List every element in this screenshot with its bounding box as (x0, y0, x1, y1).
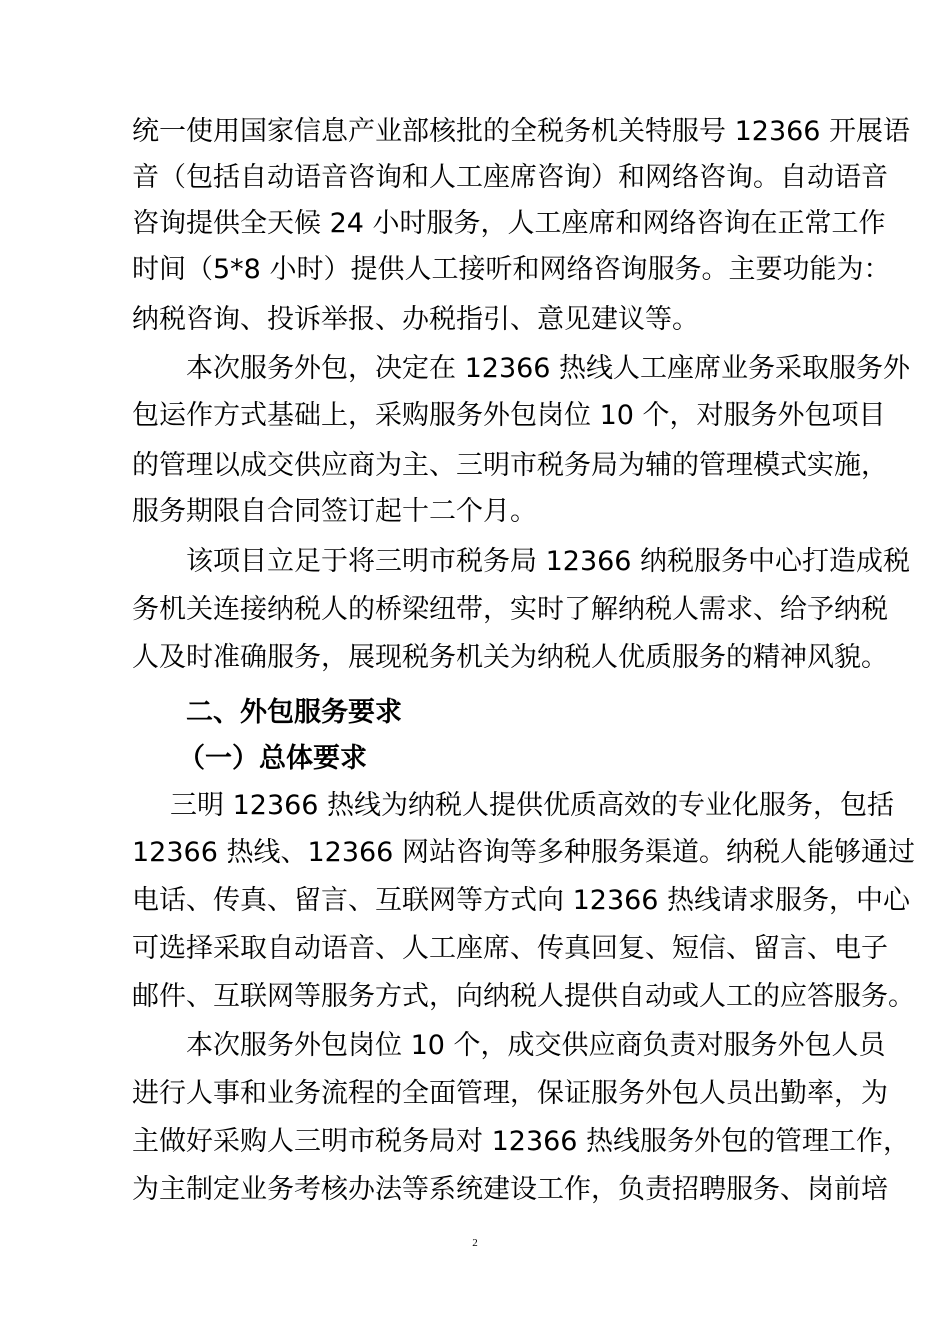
paragraph-line: 主做好采购人三明市税务局对 12366 热线服务外包的管理工作， (132, 1126, 911, 1157)
paragraph-line: 进行人事和业务流程的全面管理，保证服务外包人员出勤率，为 (132, 1078, 888, 1109)
paragraph-line: 服务期限自合同签订起十二个月。 (132, 496, 537, 527)
paragraph-line: 咨询提供全天候 24 小时服务，人工座席和网络咨询在正常工作 (132, 208, 886, 239)
subsection-heading: （一）总体要求 (178, 743, 367, 774)
section-heading: 二、外包服务要求 (186, 697, 402, 728)
paragraph-line: 音（包括自动语音咨询和人工座席咨询）和网络咨询。自动语音 (132, 162, 888, 193)
paragraph-line: 电话、传真、留言、互联网等方式向 12366 热线请求服务，中心 (132, 885, 911, 916)
paragraph-line: 人及时准确服务，展现税务机关为纳税人优质服务的精神风貌。 (132, 642, 888, 673)
paragraph-line: 包运作方式基础上，采购服务外包岗位 10 个，对服务外包项目 (132, 400, 886, 431)
paragraph-line: 12366 热线、12366 网站咨询等多种服务渠道。纳税人能够通过 (132, 837, 915, 868)
paragraph-line: 该项目立足于将三明市税务局 12366 纳税服务中心打造成税 (186, 546, 911, 577)
paragraph-line: 统一使用国家信息产业部核批的全税务机关特服号 12366 开展语 (132, 116, 911, 147)
paragraph-line: 本次服务外包，决定在 12366 热线人工座席业务采取服务外 (186, 353, 911, 384)
page-number: 2 (472, 1237, 478, 1249)
paragraph-line: 时间（5*8 小时）提供人工接听和网络咨询服务。主要功能为： (132, 254, 891, 285)
paragraph-line: 三明 12366 热线为纳税人提供优质高效的专业化服务，包括 (170, 790, 895, 821)
paragraph-line: 为主制定业务考核办法等系统建设工作，负责招聘服务、岗前培 (132, 1174, 888, 1205)
paragraph-line: 邮件、互联网等服务方式，向纳税人提供自动或人工的应答服务。 (132, 981, 915, 1012)
paragraph-line: 本次服务外包岗位 10 个，成交供应商负责对服务外包人员 (186, 1030, 886, 1061)
paragraph-line: 务机关连接纳税人的桥梁纽带，实时了解纳税人需求、给予纳税 (132, 594, 888, 625)
paragraph-line: 纳税咨询、投诉举报、办税指引、意见建议等。 (132, 304, 699, 335)
paragraph-line: 可选择采取自动语音、人工座席、传真回复、短信、留言、电子 (132, 933, 888, 964)
paragraph-line: 的管理以成交供应商为主、三明市税务局为辅的管理模式实施， (132, 450, 888, 481)
